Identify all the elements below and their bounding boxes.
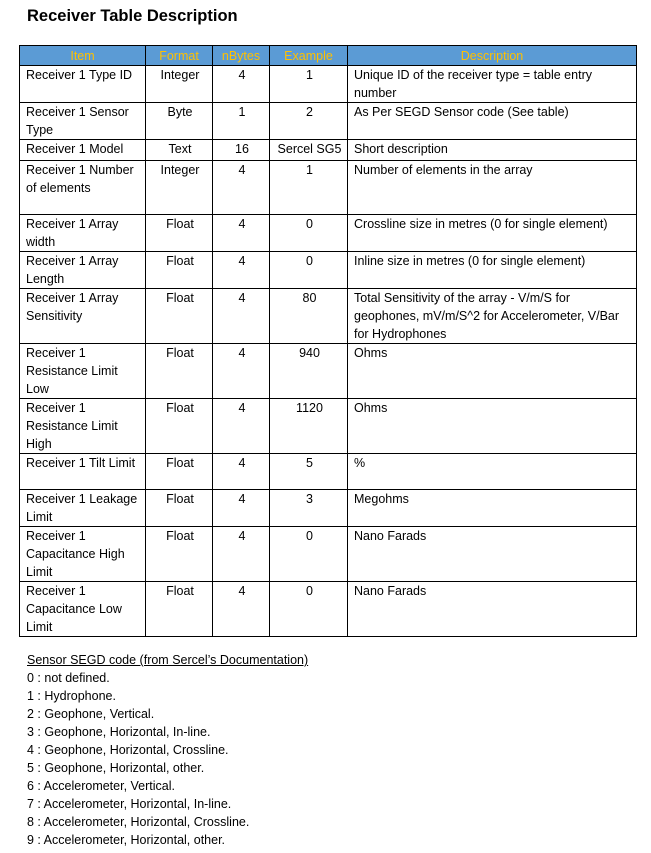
- nbytes-cell: 4: [213, 490, 270, 527]
- example-cell: Sercel SG5: [270, 140, 348, 161]
- example-cell: 1: [270, 161, 348, 215]
- format-cell: Byte: [146, 103, 213, 140]
- format-cell: Float: [146, 399, 213, 454]
- page-title: Receiver Table Description: [27, 7, 238, 25]
- header-description: Description: [348, 46, 637, 66]
- item-cell: Receiver 1 Leakage Limit: [20, 490, 146, 527]
- item-cell: Receiver 1 Array Length: [20, 252, 146, 289]
- sensor-code-item: 5 : Geophone, Horizontal, other.: [27, 761, 205, 775]
- sensor-code-item: 9 : Accelerometer, Horizontal, other.: [27, 833, 226, 847]
- format-cell: Float: [146, 289, 213, 344]
- table-row: [20, 582, 637, 637]
- item-cell: Receiver 1 Capacitance Low Limit: [20, 582, 146, 637]
- table-row: [20, 527, 637, 582]
- example-cell: 0: [270, 582, 348, 637]
- description-cell: Nano Farads: [348, 527, 637, 582]
- description-cell: Nano Farads: [348, 582, 637, 637]
- example-cell: 940: [270, 344, 348, 399]
- nbytes-cell: 4: [213, 527, 270, 582]
- table-body: [20, 66, 637, 637]
- nbytes-cell: 4: [213, 66, 270, 103]
- nbytes-cell: 4: [213, 289, 270, 344]
- example-cell: 1120: [270, 399, 348, 454]
- table-row: [20, 289, 637, 344]
- description-cell: Number of elements in the array: [348, 161, 637, 215]
- format-cell: Integer: [146, 66, 213, 103]
- description-cell: Short description: [348, 140, 637, 161]
- receiver-table: [19, 45, 637, 637]
- example-cell: 1: [270, 66, 348, 103]
- description-cell: Total Sensitivity of the array - V/m/S for geophones, mV/m/S^2 for Accelerometer, V/Bar for Hydrophones: [348, 289, 637, 344]
- table-row: [20, 490, 637, 527]
- table-row: [20, 140, 637, 161]
- format-cell: Text: [146, 140, 213, 161]
- table-header-row: [20, 46, 637, 66]
- item-cell: Receiver 1 Array width: [20, 215, 146, 252]
- example-cell: 80: [270, 289, 348, 344]
- format-cell: Float: [146, 215, 213, 252]
- sensor-code-item: 7 : Accelerometer, Horizontal, In-line.: [27, 797, 232, 811]
- sensor-code-item: 8 : Accelerometer, Horizontal, Crossline.: [27, 815, 250, 829]
- sensor-code-heading: Sensor SEGD code (from Sercel’s Documentation): [27, 653, 309, 667]
- nbytes-cell: 4: [213, 582, 270, 637]
- description-cell: Ohms: [348, 399, 637, 454]
- format-cell: Float: [146, 252, 213, 289]
- item-cell: Receiver 1 Number of elements: [20, 161, 146, 215]
- sensor-code-item: 0 : not defined.: [27, 671, 110, 685]
- nbytes-cell: 4: [213, 399, 270, 454]
- description-cell: Megohms: [348, 490, 637, 527]
- example-cell: 0: [270, 527, 348, 582]
- format-cell: Float: [146, 582, 213, 637]
- nbytes-cell: 4: [213, 454, 270, 490]
- example-cell: 2: [270, 103, 348, 140]
- table-row: [20, 344, 637, 399]
- nbytes-cell: 4: [213, 215, 270, 252]
- item-cell: Receiver 1 Model: [20, 140, 146, 161]
- example-cell: 0: [270, 252, 348, 289]
- format-cell: Float: [146, 344, 213, 399]
- sensor-code-item: 1 : Hydrophone.: [27, 689, 116, 703]
- item-cell: Receiver 1 Capacitance High Limit: [20, 527, 146, 582]
- sensor-code-item: 4 : Geophone, Horizontal, Crossline.: [27, 743, 229, 757]
- header-example: Example: [270, 46, 348, 66]
- header-item: Item: [20, 46, 146, 66]
- table-row: [20, 103, 637, 140]
- sensor-code-item: 6 : Accelerometer, Vertical.: [27, 779, 175, 793]
- item-cell: Receiver 1 Tilt Limit: [20, 454, 146, 490]
- table-row: [20, 161, 637, 215]
- format-cell: Float: [146, 490, 213, 527]
- example-cell: 3: [270, 490, 348, 527]
- format-cell: Float: [146, 527, 213, 582]
- nbytes-cell: 4: [213, 252, 270, 289]
- description-cell: As Per SEGD Sensor code (See table): [348, 103, 637, 140]
- item-cell: Receiver 1 Resistance Limit High: [20, 399, 146, 454]
- table-row: [20, 66, 637, 103]
- header-nbytes: nBytes: [213, 46, 270, 66]
- item-cell: Receiver 1 Array Sensitivity: [20, 289, 146, 344]
- description-cell: Inline size in metres (0 for single element): [348, 252, 637, 289]
- example-cell: 5: [270, 454, 348, 490]
- item-cell: Receiver 1 Type ID: [20, 66, 146, 103]
- nbytes-cell: 16: [213, 140, 270, 161]
- description-cell: %: [348, 454, 637, 490]
- table-row: [20, 399, 637, 454]
- sensor-code-item: 2 : Geophone, Vertical.: [27, 707, 155, 721]
- table-row: [20, 252, 637, 289]
- description-cell: Ohms: [348, 344, 637, 399]
- nbytes-cell: 1: [213, 103, 270, 140]
- table-row: [20, 454, 637, 490]
- item-cell: Receiver 1 Resistance Limit Low: [20, 344, 146, 399]
- nbytes-cell: 4: [213, 344, 270, 399]
- sensor-code-list: [27, 669, 308, 849]
- header-format: Format: [146, 46, 213, 66]
- sensor-code-section: [27, 651, 308, 849]
- format-cell: Float: [146, 454, 213, 490]
- description-cell: Unique ID of the receiver type = table entry number: [348, 66, 637, 103]
- item-cell: Receiver 1 Sensor Type: [20, 103, 146, 140]
- description-cell: Crossline size in metres (0 for single element): [348, 215, 637, 252]
- format-cell: Integer: [146, 161, 213, 215]
- example-cell: 0: [270, 215, 348, 252]
- nbytes-cell: 4: [213, 161, 270, 215]
- table-row: [20, 215, 637, 252]
- sensor-code-item: 3 : Geophone, Horizontal, In-line.: [27, 725, 211, 739]
